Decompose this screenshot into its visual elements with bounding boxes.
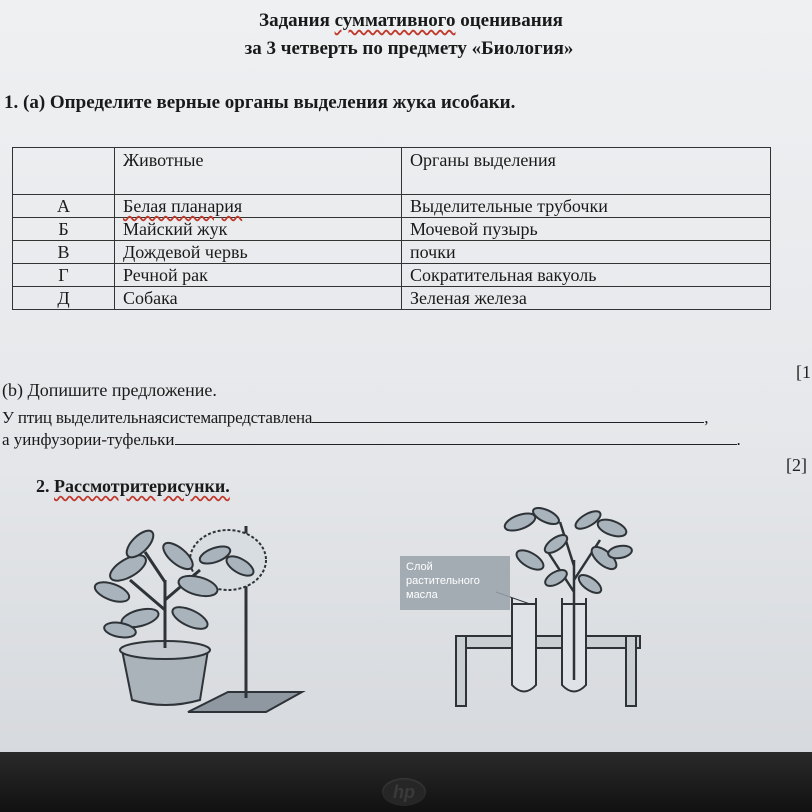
infusoria-answer-blank[interactable] bbox=[175, 428, 737, 445]
excretion-table bbox=[12, 147, 771, 310]
question-1-prompt: 1. (a) Определите верные органы выделения жука исобаки. bbox=[4, 92, 516, 113]
header-animals: Животные bbox=[115, 148, 402, 195]
oil-label-line-1: Слой bbox=[406, 561, 433, 573]
rack-right-leg bbox=[626, 636, 636, 706]
row-animal: Речной рак bbox=[115, 264, 402, 287]
row-letter: Д bbox=[13, 287, 115, 310]
leaf bbox=[607, 544, 633, 560]
row-organ: Сократительная вакуоль bbox=[402, 264, 771, 287]
title-line-2: за 3 четверть по предмету «Биология» bbox=[244, 38, 574, 59]
hp-logo: hp bbox=[382, 778, 426, 806]
leaf bbox=[514, 546, 547, 573]
question-2-text: Рассмотритерисунки. bbox=[54, 476, 230, 496]
rack-top-bar bbox=[456, 636, 640, 648]
table-row bbox=[13, 264, 771, 287]
infusoria-sentence-text: а уинфузории-туфельки bbox=[2, 430, 175, 449]
infusoria-sentence bbox=[2, 428, 741, 450]
birds-sentence-text: У птиц выделительнаясистемапредставлена bbox=[2, 408, 313, 427]
leaf bbox=[92, 578, 131, 605]
leaf bbox=[503, 510, 538, 534]
figure-potted-plant-with-bag bbox=[92, 526, 302, 712]
leaf bbox=[169, 603, 210, 634]
figure-test-tubes bbox=[400, 505, 640, 706]
row-letter: Б bbox=[13, 218, 115, 241]
table-header-row bbox=[13, 148, 771, 195]
animal-text: Белая планария bbox=[123, 196, 243, 216]
leaf bbox=[543, 567, 570, 589]
title-word-1: Задания bbox=[259, 10, 330, 31]
header-organs: Органы выделения bbox=[402, 148, 771, 195]
leaf bbox=[542, 532, 570, 557]
title-word-spellcheck: суммативного bbox=[334, 10, 456, 31]
leaf bbox=[596, 516, 629, 539]
oil-label-line-3: масла bbox=[406, 589, 438, 601]
table-row bbox=[13, 241, 771, 264]
row-letter: А bbox=[13, 195, 115, 218]
row-animal: Майский жук bbox=[115, 218, 402, 241]
leaf bbox=[531, 505, 561, 528]
test-tube-left bbox=[512, 598, 536, 692]
rack-left-leg bbox=[456, 636, 466, 706]
row-animal bbox=[115, 195, 402, 218]
leaf bbox=[576, 572, 604, 597]
oil-label-line-2: растительного bbox=[406, 575, 480, 587]
row-organ: Выделительные трубочки bbox=[402, 195, 771, 218]
plant-experiment-figures bbox=[0, 500, 812, 750]
row-organ: почки bbox=[402, 241, 771, 264]
row-organ: Зеленая железа bbox=[402, 287, 771, 310]
birds-sentence-comma: , bbox=[704, 408, 709, 427]
header-letter-cell bbox=[13, 148, 115, 195]
row-letter: В bbox=[13, 241, 115, 264]
table-row bbox=[13, 218, 771, 241]
mark-part-b: [2] bbox=[786, 455, 807, 475]
table-row bbox=[13, 287, 771, 310]
title-line-1 bbox=[5, 10, 812, 32]
question-1b-prompt: (b) Допишите предложение. bbox=[2, 380, 217, 400]
row-animal: Собака bbox=[115, 287, 402, 310]
question-2-prompt bbox=[36, 476, 230, 497]
birds-answer-blank[interactable] bbox=[312, 406, 704, 423]
title-word-3: оценивания bbox=[460, 10, 563, 31]
row-organ: Мочевой пузырь bbox=[402, 218, 771, 241]
question-2-number: 2. bbox=[36, 476, 54, 496]
row-letter: Г bbox=[13, 264, 115, 287]
mark-part-a: [1 bbox=[796, 362, 811, 382]
row-animal: Дождевой червь bbox=[115, 241, 402, 264]
infusoria-sentence-period: . bbox=[736, 430, 741, 449]
birds-sentence bbox=[2, 406, 708, 428]
table-row bbox=[13, 195, 771, 218]
